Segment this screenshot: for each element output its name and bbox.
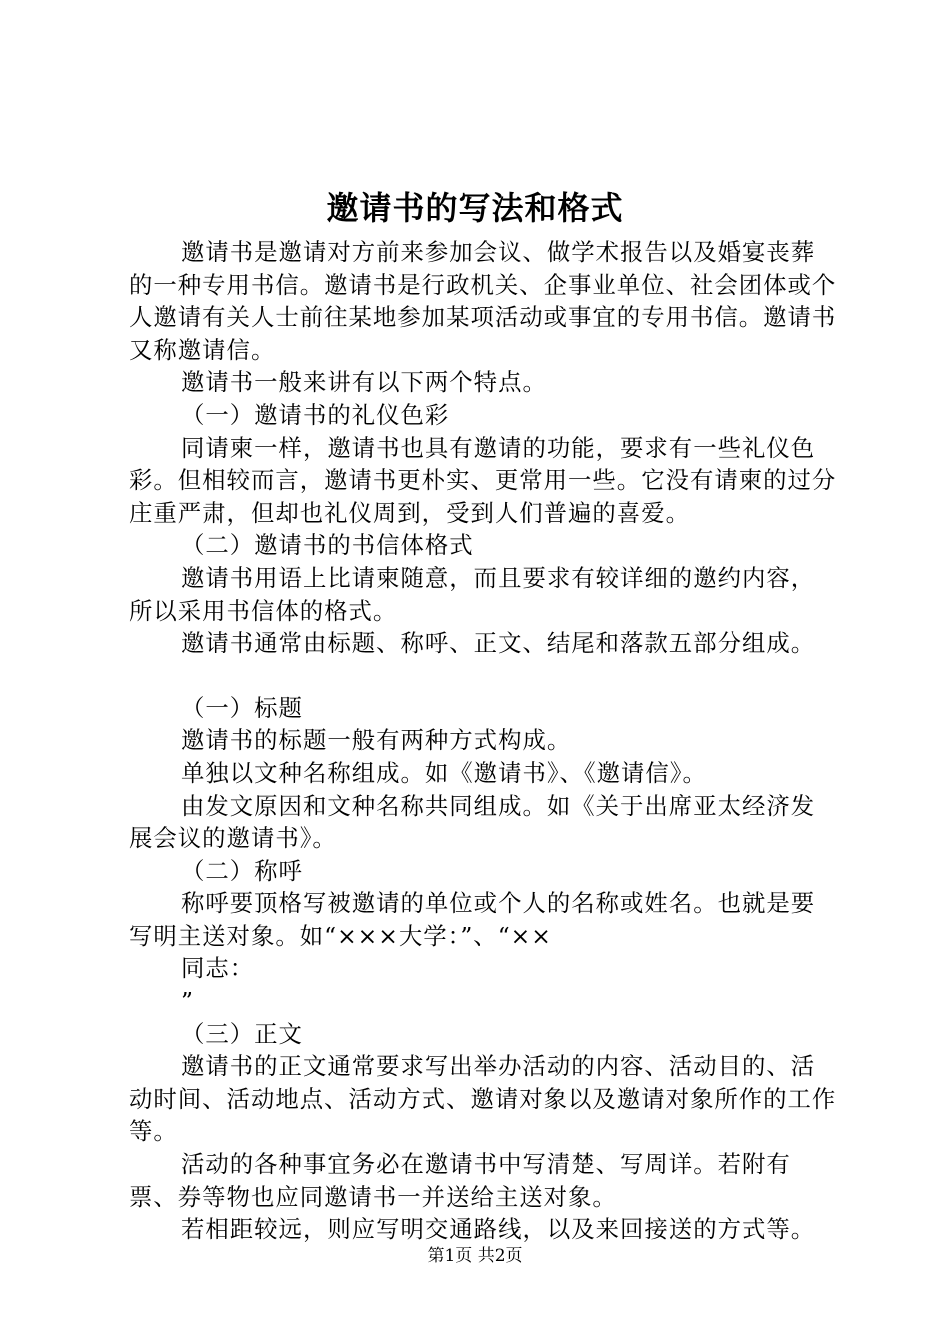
paragraph: 称呼要顶格写被邀请的单位或个人的名称或姓名。也就是要写明主送对象。如“×××大学：”、“×× (129, 889, 816, 950)
document-body (129, 236, 839, 1246)
paragraph: 邀请书通常由标题、称呼、正文、结尾和落款五部分组成。 (181, 629, 816, 658)
paragraph: 由发文原因和文种名称共同组成。如《关于出席亚太经济发展会议的邀请书》。 (129, 791, 816, 853)
paragraph: 邀请书是邀请对方前来参加会议、做学术报告以及婚宴丧葬的一种专用书信。邀请书是行政机关、企事业单位、社会团体或个人邀请有关人士前往某地参加某项活动或事宜的专用书信。邀请书又称邀请信。 (129, 238, 837, 364)
paragraph: 同请柬一样，邀请书也具有邀请的功能，要求有一些礼仪色彩。但相较而言，邀请书更朴实、更常用一些。它没有请柬的过分庄重严肃，但却也礼仪周到，受到人们普遍的喜爱。 (129, 433, 837, 527)
section-heading: （一）标题 (181, 693, 303, 722)
paragraph: ” (181, 987, 194, 1016)
page-number: 第1页 共2页 (427, 1246, 523, 1266)
section-heading: （二）称呼 (181, 856, 303, 885)
paragraph: 若相距较远，则应写明交通路线，以及来回接送的方式等。 (181, 1215, 816, 1244)
paragraph: 邀请书用语上比请柬随意，而且要求有较详细的邀约内容，所以采用书信体的格式。 (129, 563, 816, 625)
paragraph: 单独以文种名称组成。如《邀请书》、《邀请信》。 (181, 758, 707, 787)
section-heading: （三）正文 (181, 1019, 303, 1048)
paragraph: 活动的各种事宜务必在邀请书中写清楚、写周详。若附有票、券等物也应同邀请书一并送给主送对象。 (129, 1150, 791, 1211)
paragraph: 同志： (181, 954, 255, 983)
paragraph: 邀请书的标题一般有两种方式构成。 (181, 726, 572, 755)
paragraph: 邀请书一般来讲有以下两个特点。 (181, 368, 547, 397)
section-heading: （一）邀请书的礼仪色彩 (181, 400, 450, 429)
spacer (129, 660, 839, 692)
document-title: 邀请书的写法和格式 (326, 189, 624, 227)
paragraph: 邀请书的正文通常要求写出举办活动的内容、活动目的、活动时间、活动地点、活动方式、邀请对象以及邀请对象所作的工作等。 (129, 1052, 837, 1146)
section-heading: （二）邀请书的书信体格式 (181, 531, 474, 560)
